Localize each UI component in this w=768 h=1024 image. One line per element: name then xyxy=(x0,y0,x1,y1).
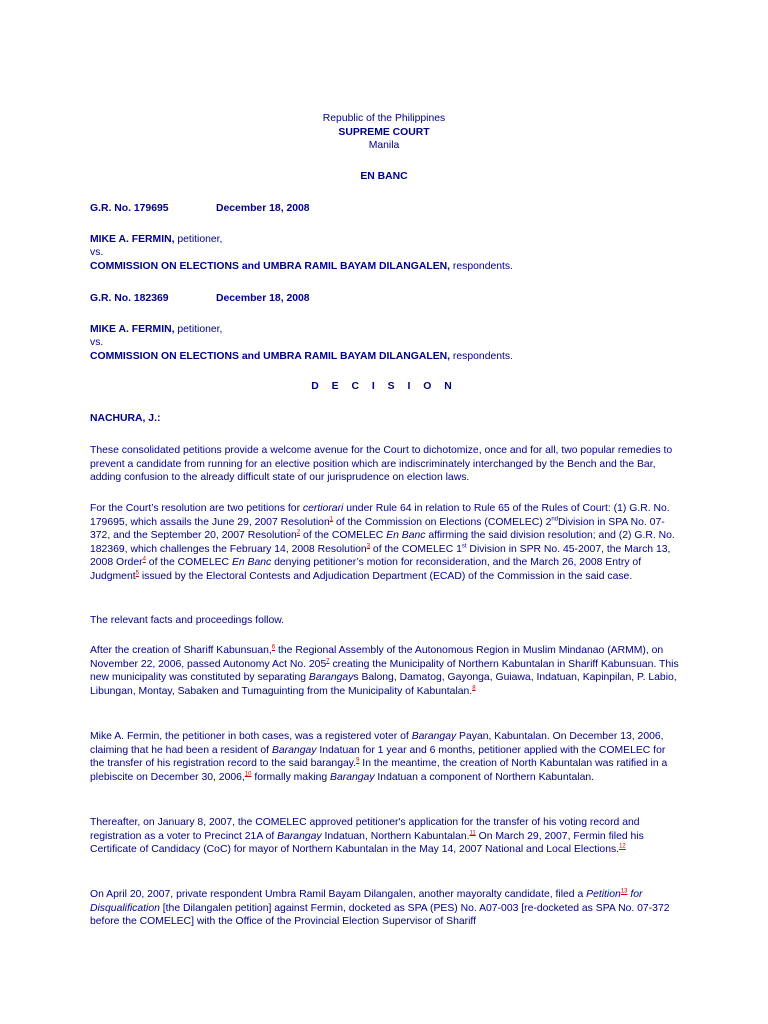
footnote-link[interactable]: 7 xyxy=(326,658,330,665)
case-caption-2 xyxy=(90,292,680,363)
court-header xyxy=(0,112,768,183)
paragraph-1: These consolidated petitions provide a welcome avenue for the Court to dichotomize, once and for all, two popular remedies to prevent a candidate from running for an elective position which are indiscriminately interchanged by the Bench and the Bar, adding confusion to the already difficult state of our jurisprudence on election laws. xyxy=(90,445,673,484)
case-date: December 18, 2008 xyxy=(216,293,310,304)
case-caption-1 xyxy=(90,202,680,273)
footnote-link[interactable]: 2 xyxy=(296,529,301,536)
city-line: Manila xyxy=(368,140,400,151)
petitioner-line xyxy=(90,233,680,247)
footnote-link[interactable]: 3 xyxy=(366,543,371,550)
footnote-link[interactable]: 9 xyxy=(356,757,360,764)
gr-number: G.R. No. 182369 xyxy=(90,293,169,304)
respondent-role: respondents. xyxy=(450,260,513,272)
vs-line: vs. xyxy=(90,247,104,259)
case-number-row xyxy=(90,202,680,216)
footnote-link[interactable]: 1 xyxy=(329,516,334,523)
respondent-line xyxy=(90,350,680,364)
ponente: NACHURA, J.: xyxy=(90,413,161,424)
respondent-name: COMMISSION ON ELECTIONS and UMBRA RAMIL BAYAM DILANGALEN, xyxy=(90,260,451,272)
footnote-link[interactable]: 8 xyxy=(472,685,476,692)
paragraph-2: For the Court’s resolution are two petitions for certiorari under Rule 64 in relation to Rule 65 of the Rules of Court: (1) G.R. No. 179695, which assails the June 29, 2007 Resolution$^1$ of the Commission on Elections (COMELEC) 2ndDivision in SPA No. 07-372, and the September 20, 2007 Resolution$^2$ of the COMELEC En Banc affirming the said division resolution; and (2) G.R. No. 182369, which challenges the February 14, 2008 Resolution$^3$ of the COMELEC 1st Division in SPR No. 45-2007, the March 13, 2008 Order$^4$ of the COMELEC En Banc denying petitioner’s motion for reconsideration, and the March 26, 2008 Entry of Judgment$^5$ issued by the Electoral Contests and Adjudication Department (ECAD) of the Commission in the said case. xyxy=(90,503,675,582)
footnote-link[interactable]: 10 xyxy=(244,771,252,778)
respondent-name: COMMISSION ON ELECTIONS and UMBRA RAMIL BAYAM DILANGALEN, xyxy=(90,350,451,362)
gr-number: G.R. No. 179695 xyxy=(90,203,169,214)
case-number-row xyxy=(90,292,680,306)
court-name: SUPREME COURT xyxy=(338,126,430,138)
footnote-link[interactable]: 13 xyxy=(620,888,628,895)
en-banc-label: EN BANC xyxy=(360,170,408,182)
paragraph-3: The relevant facts and proceedings follow. xyxy=(90,615,285,626)
paragraph-4: After the creation of Shariff Kabunsuan,$^6$ the Regional Assembly of the Autonomous Region in Muslim Mindanao (ARMM), on November 22, 2006, passed Autonomy Act No. 205$^7$ creating the Municipality of Northern Kabuntalan in Shariff Kabunsuan. This new municipality was constituted by separating Barangays Balong, Damatog, Gayonga, Guiawa, Indatuan, Kapinpilan, P. Labio, Libungan, Montay, Sabaken and Tumaguinting from the Municipality of Kabuntalan.$^8$ xyxy=(90,644,679,697)
footnote-link[interactable]: 12 xyxy=(619,843,626,850)
footnote-link[interactable]: 4 xyxy=(142,556,146,563)
paragraph-7: On April 20, 2007, private respondent Umbra Ramil Bayam Dilangalen, another mayoralty candidate, filed a Petition$^{13}$ for Disqualification [the Dilangalen petition] against Fermin, docketed as SPA (PES) No. A07-003 [re-docketed as SPA No. 07-372 before the COMELEC] with the Office of the Provincial Election Supervisor of Shariff xyxy=(90,888,670,928)
vs-line: vs. xyxy=(90,337,104,349)
respondent-role: respondents. xyxy=(450,350,513,362)
petitioner-role: petitioner, xyxy=(174,233,223,245)
footnote-link[interactable]: 5 xyxy=(135,570,139,577)
republic-line: Republic of the Philippines xyxy=(322,113,446,124)
case-date: December 18, 2008 xyxy=(216,203,310,214)
decision-title: D E C I S I O N xyxy=(311,381,457,392)
petitioner-line xyxy=(90,323,680,337)
paragraph-5: Mike A. Fermin, the petitioner in both cases, was a registered voter of Barangay Payan, Kabuntalan. On December 13, 2006, claiming that he had been a resident of Barangay Indatuan for 1 year and 6 months, petitioner applied with the COMELEC for the transfer of his registration record to the said barangay.$^9$ In the meantime, the creation of North Kabuntalan was ratified in a plebiscite on December 30, 2006,10 formally making Barangay Indatuan a component of Northern Kabuntalan. xyxy=(90,731,668,783)
paragraph-6: Thereafter, on January 8, 2007, the COMELEC approved petitioner's application for the transfer of his voting record and registration as a voter to Precinct 21A of Barangay Indatuan, Northern Kabuntalan.$^{11}$ On March 29, 2007, Fermin filed his Certificate of Candidacy (CoC) for mayor of Northern Kabuntalan in the May 14, 2007 National and Local Elections.$^{12}$ xyxy=(90,817,644,856)
footnote-link[interactable]: 11 xyxy=(469,830,476,837)
petitioner-name: MIKE A. FERMIN, xyxy=(90,233,175,245)
petitioner-name: MIKE A. FERMIN, xyxy=(90,323,175,335)
petitioner-role: petitioner, xyxy=(174,323,223,335)
footnote-link[interactable]: 6 xyxy=(271,644,276,651)
respondent-line xyxy=(90,260,680,274)
